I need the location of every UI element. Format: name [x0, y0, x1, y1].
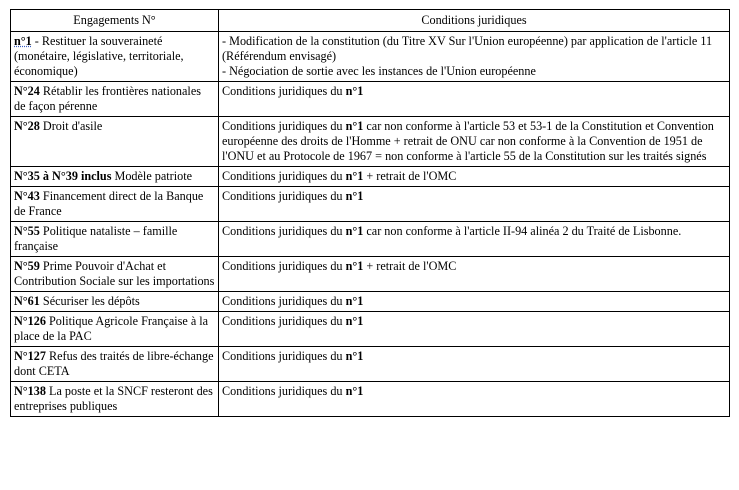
- conditions-cell: [219, 32, 730, 82]
- condition-prefix: Conditions juridiques du: [222, 314, 343, 328]
- engagement-cell: [11, 257, 219, 292]
- engagement-title: Sécuriser les dépôts: [42, 294, 140, 308]
- condition-prefix: Conditions juridiques du: [222, 349, 343, 363]
- condition-ref: n°1: [345, 224, 364, 238]
- condition-ref: n°1: [345, 189, 364, 203]
- table-row: [11, 117, 730, 167]
- engagement-cell: [11, 117, 219, 167]
- condition-prefix: Conditions juridiques du: [222, 84, 343, 98]
- table-row: [11, 292, 730, 312]
- conditions-cell: [219, 257, 730, 292]
- engagement-cell: [11, 382, 219, 417]
- table-row: [11, 257, 730, 292]
- condition-suffix: car non conforme à l'article II-94 alinéa 2 du Traité de Lisbonne.: [366, 224, 682, 238]
- table-row: [11, 32, 730, 82]
- engagement-title: Prime Pouvoir d'Achat et Contribution Sociale sur les importations: [14, 259, 215, 288]
- condition-ref: n°1: [345, 169, 364, 183]
- conditions-cell: [219, 312, 730, 347]
- condition-prefix: Conditions juridiques du: [222, 119, 343, 133]
- conditions-cell: [219, 292, 730, 312]
- engagement-title: Politique Agricole Française à la place de la PAC: [14, 314, 209, 343]
- document-page: [10, 9, 729, 417]
- table-row: [11, 167, 730, 187]
- engagement-title: Rétablir les frontières nationales de façon pérenne: [14, 84, 201, 113]
- engagement-number: N°138: [14, 384, 46, 398]
- condition-ref: n°1: [345, 259, 364, 273]
- condition-line: - Modification de la constitution (du Titre XV Sur l'Union européenne) par application de l'article 11 (Référendum envisagé): [222, 34, 713, 63]
- condition-prefix: Conditions juridiques du: [222, 294, 343, 308]
- conditions-cell: [219, 347, 730, 382]
- engagement-cell: [11, 312, 219, 347]
- condition-line: - Négociation de sortie avec les instances de l'Union européenne: [222, 64, 536, 78]
- engagement-title: Politique nataliste – famille française: [14, 224, 178, 253]
- table-header-row: [11, 10, 730, 32]
- condition-prefix: Conditions juridiques du: [222, 259, 343, 273]
- engagement-cell: [11, 187, 219, 222]
- engagement-number: N°35 à N°39 inclus: [14, 169, 112, 183]
- condition-prefix: Conditions juridiques du: [222, 384, 343, 398]
- table-row: [11, 187, 730, 222]
- engagement-number: n°1: [14, 34, 32, 48]
- condition-suffix: + retrait de l'OMC: [366, 259, 457, 273]
- condition-prefix: Conditions juridiques du: [222, 189, 343, 203]
- engagement-cell: [11, 82, 219, 117]
- condition-ref: n°1: [345, 349, 364, 363]
- conditions-cell: [219, 167, 730, 187]
- engagement-cell: [11, 222, 219, 257]
- condition-ref: n°1: [345, 294, 364, 308]
- condition-ref: n°1: [345, 84, 364, 98]
- engagement-title: Financement direct de la Banque de France: [14, 189, 204, 218]
- condition-ref: n°1: [345, 314, 364, 328]
- header-engagements: Engagements N°: [11, 10, 219, 32]
- engagement-cell: [11, 32, 219, 82]
- table-row: [11, 382, 730, 417]
- engagements-table: [10, 9, 730, 417]
- header-conditions: Conditions juridiques: [219, 10, 730, 32]
- engagement-number: N°55: [14, 224, 40, 238]
- table-row: [11, 347, 730, 382]
- conditions-cell: [219, 117, 730, 167]
- engagement-number: N°28: [14, 119, 40, 133]
- conditions-cell: [219, 187, 730, 222]
- engagement-number: N°61: [14, 294, 40, 308]
- conditions-cell: [219, 222, 730, 257]
- conditions-cell: [219, 82, 730, 117]
- engagement-number: N°43: [14, 189, 40, 203]
- table-row: [11, 312, 730, 347]
- table-row: [11, 222, 730, 257]
- engagement-number: N°127: [14, 349, 46, 363]
- engagement-title: Refus des traités de libre-échange dont CETA: [14, 349, 214, 378]
- table-row: [11, 82, 730, 117]
- engagement-number: N°126: [14, 314, 46, 328]
- engagement-number: N°24: [14, 84, 40, 98]
- condition-suffix: car non conforme à l'article 53 et 53-1 de la Constitution et Convention européenne des droits de l'Homme + retrait de ONU car non conforme à la Convention de 1951 de l'ONU et au Protocole de 1967 = non conforme à l'article 55 de la Constitution sur les traités signés: [222, 119, 714, 163]
- condition-prefix: Conditions juridiques du: [222, 169, 343, 183]
- condition-ref: n°1: [345, 119, 364, 133]
- condition-prefix: Conditions juridiques du: [222, 224, 343, 238]
- engagement-number: N°59: [14, 259, 40, 273]
- engagement-cell: [11, 167, 219, 187]
- engagement-cell: [11, 292, 219, 312]
- conditions-cell: [219, 382, 730, 417]
- engagement-cell: [11, 347, 219, 382]
- engagement-title: Modèle patriote: [114, 169, 192, 183]
- engagement-title: Droit d'asile: [42, 119, 103, 133]
- condition-suffix: + retrait de l'OMC: [366, 169, 457, 183]
- engagement-title: La poste et la SNCF resteront des entreprises publiques: [14, 384, 213, 413]
- engagement-title: - Restituer la souveraineté (monétaire, législative, territoriale, économique): [14, 34, 184, 78]
- condition-ref: n°1: [345, 384, 364, 398]
